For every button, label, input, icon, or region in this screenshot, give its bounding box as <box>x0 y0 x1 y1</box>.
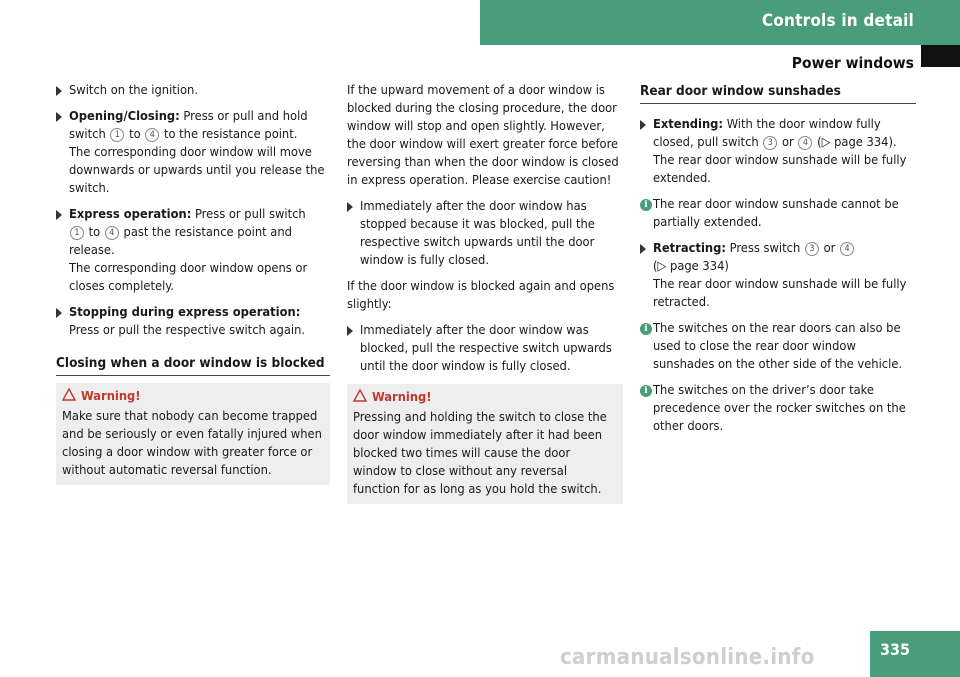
list-item <box>347 322 623 376</box>
list-item-text: past the resistance point and release. <box>69 225 292 258</box>
arrow-bullet-icon <box>56 112 62 122</box>
warning-title-text: Warning! <box>81 389 141 404</box>
header-bar <box>480 0 960 45</box>
list-item-text: With the door window fully closed, pull switch <box>653 117 881 150</box>
arrow-bullet-icon <box>56 210 62 220</box>
info-text: The switches on the rear doors can also be used to close the rear door window sunshades on the other side of the vehicle. <box>653 321 903 372</box>
paragraph: If the door window is blocked again and opens slightly: <box>347 279 615 312</box>
list-item-text: to the resistance point. <box>160 127 298 142</box>
list-item-text: Switch on the ignition. <box>69 83 198 98</box>
list-item <box>56 304 330 340</box>
warning-text: Pressing and holding the switch to close the door window immediately after it had been blocked two times will cause the door window to close without any reversal function for as long as you hold the switch. <box>353 410 607 497</box>
warning-title <box>353 389 617 407</box>
info-note <box>640 320 916 374</box>
warning-icon <box>62 388 76 401</box>
arrow-bullet-icon <box>56 86 62 96</box>
list-item-label: Extending: <box>653 117 724 132</box>
list-item <box>56 206 330 296</box>
section-title: Controls in detail <box>761 11 914 31</box>
page-title: Power windows <box>791 54 914 72</box>
arrow-bullet-icon <box>347 202 353 212</box>
list-item <box>640 116 916 188</box>
warning-box <box>56 383 330 485</box>
list-item-text: Immediately after the door window has stopped because it was blocked, pull the respective switch upwards until the door window is fully closed. <box>360 199 595 268</box>
list-item <box>56 82 330 100</box>
list-item-text: Press or pull the respective switch again. <box>69 323 306 338</box>
list-item-text: Immediately after the door window was blocked, pull the respective switch upwards until the door window is fully closed. <box>360 323 612 374</box>
list-item-text: to <box>125 127 145 142</box>
info-icon: i <box>640 199 652 211</box>
switch-number-icon: 1 <box>70 226 84 240</box>
info-text: The switches on the driver’s door take precedence over the rocker switches on the other doors. <box>653 383 906 434</box>
list-item-label: Opening/Closing: <box>69 109 180 124</box>
info-note <box>640 382 916 436</box>
info-icon: i <box>640 385 652 397</box>
page-reference: (▷ page 334) <box>653 259 729 274</box>
paragraph: If the upward movement of a door window is blocked during the closing procedure, the door window will stop and open slightly. However, the door window will exert greater force before reversing than when the door window is closed in express operation. Please exercise caution! <box>347 83 619 188</box>
switch-number-icon: 4 <box>840 242 854 256</box>
list-item-text: The corresponding door window will move downwards or upwards until you release the switch. <box>69 145 325 196</box>
switch-number-icon: 4 <box>105 226 119 240</box>
list-item-text: The rear door window sunshade will be fully retracted. <box>653 277 907 310</box>
column-3 <box>640 82 916 444</box>
list-item <box>347 198 623 270</box>
switch-number-icon: 3 <box>805 242 819 256</box>
list-item-text: Press or pull and hold switch <box>69 109 308 142</box>
switch-number-icon: 4 <box>798 136 812 150</box>
arrow-bullet-icon <box>347 326 353 336</box>
section-heading: Rear door window sunshades <box>640 82 916 104</box>
warning-title-text: Warning! <box>372 390 432 405</box>
column-2 <box>347 82 623 504</box>
list-item-text: The rear door window sunshade will be fully extended. <box>653 153 907 186</box>
watermark: carmanualsonline.info <box>560 645 815 670</box>
warning-box <box>347 384 623 504</box>
info-text: The rear door window sunshade cannot be partially extended. <box>653 197 899 230</box>
list-item-text: to <box>85 225 104 240</box>
arrow-bullet-icon <box>56 308 62 318</box>
page-number: 335 <box>880 640 911 659</box>
info-icon: i <box>640 323 652 335</box>
list-item-label: Retracting: <box>653 241 726 256</box>
arrow-bullet-icon <box>640 244 646 254</box>
switch-number-icon: 4 <box>145 128 159 142</box>
page-reference: (▷ page 334). <box>813 135 897 150</box>
switch-number-icon: 1 <box>110 128 124 142</box>
list-item-text: Press or pull switch <box>191 207 306 222</box>
list-item <box>56 108 330 198</box>
column-1 <box>56 82 330 485</box>
list-item-text: or <box>819 241 840 256</box>
switch-number-icon: 3 <box>763 136 777 150</box>
list-item-label: Express operation: <box>69 207 192 222</box>
list-item-text: The corresponding door window opens or closes completely. <box>69 261 308 294</box>
header-tab-marker <box>921 45 960 67</box>
section-heading: Closing when a door window is blocked <box>56 354 330 376</box>
list-item-text: or <box>778 135 798 150</box>
warning-icon <box>353 389 367 402</box>
list-item-label: Stopping during express operation: <box>69 305 301 320</box>
info-note <box>640 196 916 232</box>
warning-text: Make sure that nobody can become trapped and be seriously or even fatally injured when closing a door window with greater force or without automatic reversal function. <box>62 409 322 478</box>
warning-title <box>62 388 324 406</box>
list-item-text: Press switch <box>725 241 804 256</box>
list-item <box>640 240 916 312</box>
arrow-bullet-icon <box>640 120 646 130</box>
